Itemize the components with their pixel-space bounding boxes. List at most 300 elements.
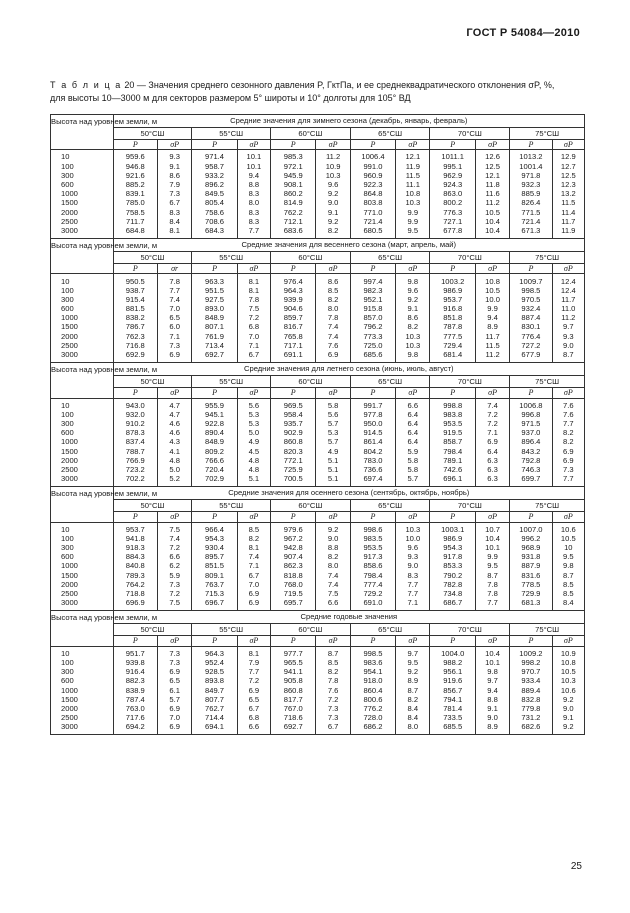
pressure-cell: 792.8 bbox=[510, 456, 552, 465]
table-row bbox=[51, 428, 585, 437]
sigma-cell: 11.2 bbox=[316, 150, 350, 162]
altitude-cell: 600 bbox=[51, 304, 114, 313]
latitude-header: 75°СШ bbox=[510, 499, 585, 512]
pressure-cell: 796.2 bbox=[350, 322, 395, 331]
pressure-cell: 820.3 bbox=[271, 446, 316, 455]
pressure-cell: 941.8 bbox=[113, 534, 157, 543]
pressure-cell: 798.4 bbox=[350, 571, 395, 580]
sigma-cell: 8.3 bbox=[237, 208, 270, 217]
latitude-header-row bbox=[51, 375, 585, 388]
sigma-cell: 5.3 bbox=[316, 428, 350, 437]
sigma-cell: 8.8 bbox=[475, 695, 509, 704]
table-row bbox=[51, 580, 585, 589]
sigma-cell: 10.6 bbox=[552, 685, 584, 694]
sigma-cell: 6.7 bbox=[237, 704, 270, 713]
pressure-cell: 998.6 bbox=[350, 522, 395, 534]
pressure-symbol: P bbox=[430, 512, 475, 522]
sigma-cell: 6.9 bbox=[237, 589, 270, 598]
sigma-cell: 7.5 bbox=[157, 598, 191, 611]
sigma-cell: 8.5 bbox=[237, 522, 270, 534]
pressure-cell: 761.9 bbox=[192, 332, 237, 341]
pressure-cell: 697.4 bbox=[350, 474, 395, 487]
pressure-cell: 800.2 bbox=[430, 198, 475, 207]
sigma-cell: 5.1 bbox=[316, 456, 350, 465]
sigma-cell: 8.0 bbox=[316, 304, 350, 313]
sigma-cell: 8.7 bbox=[316, 646, 350, 658]
sigma-cell: 9.1 bbox=[475, 704, 509, 713]
sigma-cell: 5.7 bbox=[396, 474, 430, 487]
pressure-cell: 963.3 bbox=[192, 274, 237, 286]
pressure-cell: 766.9 bbox=[113, 456, 157, 465]
sigma-cell: 10.3 bbox=[396, 198, 430, 207]
pressure-symbol: P bbox=[510, 264, 552, 274]
sigma-cell: 8.4 bbox=[396, 704, 430, 713]
pressure-cell: 1003.1 bbox=[430, 522, 475, 534]
pressure-cell: 782.8 bbox=[430, 580, 475, 589]
pressure-cell: 763.0 bbox=[113, 704, 157, 713]
pressure-cell: 954.3 bbox=[430, 543, 475, 552]
sigma-cell: 9.9 bbox=[396, 217, 430, 226]
sigma-cell: 9.0 bbox=[316, 198, 350, 207]
sigma-cell: 10.9 bbox=[316, 162, 350, 171]
pressure-cell: 1009.2 bbox=[510, 646, 552, 658]
pressure-symbol: P bbox=[192, 264, 237, 274]
pressure-cell: 972.1 bbox=[271, 162, 316, 171]
sigma-symbol: σP bbox=[552, 388, 584, 398]
table-row bbox=[51, 274, 585, 286]
pressure-cell: 818.8 bbox=[271, 571, 316, 580]
sigma-cell: 7.1 bbox=[396, 598, 430, 611]
sigma-cell: 10.6 bbox=[552, 522, 584, 534]
altitude-cell: 2000 bbox=[51, 704, 114, 713]
pressure-cell: 779.8 bbox=[510, 704, 552, 713]
altitude-header: Высота над уровнем земли, м bbox=[51, 487, 114, 522]
pressure-symbol: P bbox=[430, 264, 475, 274]
table-row bbox=[51, 456, 585, 465]
section-header-row bbox=[51, 487, 585, 500]
sigma-symbol: σP bbox=[157, 388, 191, 398]
sigma-symbol: σP bbox=[157, 140, 191, 150]
pressure-cell: 719.5 bbox=[271, 589, 316, 598]
pressure-cell: 960.9 bbox=[350, 171, 395, 180]
sigma-symbol: σP bbox=[475, 264, 509, 274]
sigma-cell: 5.3 bbox=[237, 410, 270, 419]
pressure-cell: 762.3 bbox=[113, 332, 157, 341]
pressure-symbol: P bbox=[510, 512, 552, 522]
sigma-cell: 5.0 bbox=[157, 465, 191, 474]
sigma-cell: 7.0 bbox=[237, 332, 270, 341]
latitude-header: 65°СШ bbox=[350, 375, 430, 388]
sigma-cell: 5.6 bbox=[316, 410, 350, 419]
pressure-cell: 919.6 bbox=[430, 676, 475, 685]
pressure-cell: 995.1 bbox=[430, 162, 475, 171]
table-row bbox=[51, 522, 585, 534]
pressure-cell: 716.8 bbox=[113, 341, 157, 350]
sigma-cell: 7.0 bbox=[157, 304, 191, 313]
symbol-header-row bbox=[51, 264, 585, 274]
latitude-header: 65°СШ bbox=[350, 251, 430, 264]
pressure-cell: 996.2 bbox=[510, 534, 552, 543]
sigma-cell: 7.9 bbox=[157, 180, 191, 189]
sigma-cell: 10.8 bbox=[475, 274, 509, 286]
sigma-cell: 7.3 bbox=[157, 658, 191, 667]
table-row bbox=[51, 667, 585, 676]
sigma-symbol: σP bbox=[396, 388, 430, 398]
pressure-cell: 971.5 bbox=[510, 419, 552, 428]
sigma-cell: 6.6 bbox=[316, 598, 350, 611]
sigma-cell: 7.6 bbox=[552, 398, 584, 410]
pressure-cell: 758.5 bbox=[113, 208, 157, 217]
sigma-cell: 5.9 bbox=[396, 446, 430, 455]
sigma-cell: 7.5 bbox=[237, 304, 270, 313]
pressure-cell: 858.6 bbox=[350, 561, 395, 570]
sigma-cell: 7.1 bbox=[475, 428, 509, 437]
pressure-cell: 910.2 bbox=[113, 419, 157, 428]
sigma-cell: 9.6 bbox=[316, 180, 350, 189]
pressure-cell: 717.6 bbox=[113, 713, 157, 722]
sigma-symbol: σP bbox=[157, 636, 191, 646]
sigma-cell: 8.2 bbox=[552, 428, 584, 437]
pressure-cell: 794.1 bbox=[430, 695, 475, 704]
latitude-header: 50°СШ bbox=[113, 623, 192, 636]
pressure-cell: 789.3 bbox=[113, 571, 157, 580]
sigma-cell: 6.2 bbox=[157, 561, 191, 570]
sigma-cell: 7.2 bbox=[475, 410, 509, 419]
pressure-cell: 762.7 bbox=[192, 704, 237, 713]
sigma-cell: 7.3 bbox=[316, 713, 350, 722]
altitude-cell: 10 bbox=[51, 274, 114, 286]
sigma-cell: 11.8 bbox=[475, 180, 509, 189]
sigma-cell: 11.2 bbox=[552, 313, 584, 322]
pressure-cell: 861.4 bbox=[350, 437, 395, 446]
sigma-cell: 9.0 bbox=[552, 704, 584, 713]
sigma-cell: 7.5 bbox=[316, 589, 350, 598]
sigma-cell: 8.8 bbox=[237, 180, 270, 189]
sigma-symbol: σP bbox=[316, 636, 350, 646]
sigma-cell: 8.7 bbox=[552, 571, 584, 580]
pressure-cell: 953.7 bbox=[430, 295, 475, 304]
pressure-cell: 919.5 bbox=[430, 428, 475, 437]
sigma-cell: 9.2 bbox=[552, 722, 584, 735]
latitude-header: 70°СШ bbox=[430, 127, 510, 140]
sigma-cell: 10.0 bbox=[475, 295, 509, 304]
sigma-cell: 7.8 bbox=[237, 295, 270, 304]
latitude-header: 65°СШ bbox=[350, 127, 430, 140]
sigma-cell: 7.2 bbox=[475, 419, 509, 428]
sigma-cell: 10.3 bbox=[396, 332, 430, 341]
latitude-header: 60°СШ bbox=[271, 499, 351, 512]
altitude-cell: 2500 bbox=[51, 465, 114, 474]
sigma-cell: 10.5 bbox=[552, 667, 584, 676]
pressure-symbol: P bbox=[350, 388, 395, 398]
pressure-cell: 699.7 bbox=[510, 474, 552, 487]
pressure-cell: 783.0 bbox=[350, 456, 395, 465]
pressure-symbol: P bbox=[350, 636, 395, 646]
altitude-cell: 10 bbox=[51, 150, 114, 162]
section-title: Средние значения для осеннего сезона (сентябрь, октябрь, ноябрь) bbox=[113, 487, 584, 500]
altitude-cell: 3000 bbox=[51, 598, 114, 611]
pressure-cell: 932.4 bbox=[510, 304, 552, 313]
pressure-cell: 684.8 bbox=[113, 226, 157, 239]
sigma-cell: 8.3 bbox=[237, 217, 270, 226]
altitude-cell: 1000 bbox=[51, 189, 114, 198]
sigma-cell: 12.4 bbox=[552, 274, 584, 286]
sigma-symbol: σP bbox=[237, 140, 270, 150]
altitude-cell: 1500 bbox=[51, 322, 114, 331]
sigma-cell: 10.1 bbox=[475, 658, 509, 667]
sigma-cell: 5.6 bbox=[237, 398, 270, 410]
altitude-cell: 300 bbox=[51, 171, 114, 180]
sigma-cell: 10.1 bbox=[237, 150, 270, 162]
sigma-cell: 10.5 bbox=[475, 208, 509, 217]
table-row bbox=[51, 561, 585, 570]
sigma-cell: 8.5 bbox=[552, 589, 584, 598]
pressure-cell: 686.2 bbox=[350, 722, 395, 735]
pressure-cell: 959.6 bbox=[113, 150, 157, 162]
section-title: Средние годовые значения bbox=[113, 611, 584, 624]
sigma-symbol: σr bbox=[157, 264, 191, 274]
pressure-cell: 998.5 bbox=[350, 646, 395, 658]
sigma-cell: 4.8 bbox=[237, 456, 270, 465]
sigma-cell: 7.7 bbox=[552, 419, 584, 428]
pressure-cell: 954.1 bbox=[350, 667, 395, 676]
sigma-cell: 8.1 bbox=[157, 226, 191, 239]
pressure-cell: 713.4 bbox=[192, 341, 237, 350]
altitude-header: Высота над уровнем земли, м bbox=[51, 239, 114, 274]
pressure-cell: 727.2 bbox=[510, 341, 552, 350]
sigma-cell: 10.8 bbox=[552, 658, 584, 667]
sigma-cell: 7.9 bbox=[237, 658, 270, 667]
table-row bbox=[51, 646, 585, 658]
pressure-cell: 927.5 bbox=[192, 295, 237, 304]
sigma-cell: 9.8 bbox=[475, 667, 509, 676]
pressure-cell: 727.1 bbox=[430, 217, 475, 226]
sigma-cell: 11.7 bbox=[552, 217, 584, 226]
pressure-cell: 976.4 bbox=[271, 274, 316, 286]
table-row bbox=[51, 543, 585, 552]
altitude-cell: 2000 bbox=[51, 456, 114, 465]
pressure-cell: 814.9 bbox=[271, 198, 316, 207]
pressure-symbol: P bbox=[350, 140, 395, 150]
pressure-cell: 677.9 bbox=[510, 350, 552, 363]
pressure-cell: 958.7 bbox=[192, 162, 237, 171]
sigma-cell: 4.3 bbox=[157, 437, 191, 446]
pressure-cell: 971.4 bbox=[192, 150, 237, 162]
sigma-cell: 9.2 bbox=[552, 695, 584, 704]
sigma-cell: 6.3 bbox=[475, 474, 509, 487]
pressure-cell: 805.4 bbox=[192, 198, 237, 207]
sigma-cell: 7.8 bbox=[316, 676, 350, 685]
sigma-cell: 8.7 bbox=[396, 685, 430, 694]
sigma-cell: 6.7 bbox=[237, 350, 270, 363]
pressure-cell: 882.3 bbox=[113, 676, 157, 685]
sigma-cell: 9.6 bbox=[396, 543, 430, 552]
altitude-cell: 100 bbox=[51, 658, 114, 667]
sigma-cell: 5.1 bbox=[316, 465, 350, 474]
pressure-cell: 1009.7 bbox=[510, 274, 552, 286]
sigma-cell: 9.0 bbox=[475, 713, 509, 722]
latitude-header: 75°СШ bbox=[510, 623, 585, 636]
sigma-cell: 6.9 bbox=[552, 456, 584, 465]
altitude-cell: 600 bbox=[51, 428, 114, 437]
table-row bbox=[51, 722, 585, 735]
sigma-cell: 8.6 bbox=[396, 313, 430, 322]
pressure-cell: 838.9 bbox=[113, 685, 157, 694]
sigma-cell: 7.3 bbox=[157, 646, 191, 658]
pressure-symbol: P bbox=[510, 388, 552, 398]
sigma-cell: 8.2 bbox=[552, 437, 584, 446]
sigma-cell: 9.3 bbox=[396, 552, 430, 561]
table-row bbox=[51, 474, 585, 487]
pressure-cell: 694.2 bbox=[113, 722, 157, 735]
sigma-cell: 8.7 bbox=[475, 571, 509, 580]
pressure-cell: 718.6 bbox=[271, 713, 316, 722]
pressure-cell: 718.8 bbox=[113, 589, 157, 598]
pressure-cell: 762.2 bbox=[271, 208, 316, 217]
latitude-header: 55°СШ bbox=[192, 499, 271, 512]
table-row bbox=[51, 658, 585, 667]
sigma-cell: 7.4 bbox=[316, 332, 350, 341]
pressure-cell: 881.5 bbox=[113, 304, 157, 313]
pressure-cell: 838.2 bbox=[113, 313, 157, 322]
pressure-cell: 695.7 bbox=[271, 598, 316, 611]
sigma-cell: 8.1 bbox=[237, 274, 270, 286]
sigma-cell: 4.9 bbox=[316, 446, 350, 455]
pressure-cell: 798.4 bbox=[430, 446, 475, 455]
sigma-cell: 10.4 bbox=[475, 217, 509, 226]
sigma-cell: 10.5 bbox=[552, 534, 584, 543]
pressure-cell: 1013.2 bbox=[510, 150, 552, 162]
table-row bbox=[51, 571, 585, 580]
sigma-cell: 6.1 bbox=[157, 685, 191, 694]
symbol-header-row bbox=[51, 512, 585, 522]
pressure-cell: 807.1 bbox=[192, 322, 237, 331]
pressure-cell: 771.0 bbox=[350, 208, 395, 217]
page-number: 25 bbox=[570, 861, 582, 872]
sigma-cell: 7.7 bbox=[237, 667, 270, 676]
pressure-symbol: P bbox=[192, 512, 237, 522]
sigma-cell: 9.8 bbox=[396, 274, 430, 286]
pressure-symbol: P bbox=[510, 140, 552, 150]
table-row bbox=[51, 322, 585, 331]
sigma-cell: 7.1 bbox=[157, 332, 191, 341]
pressure-cell: 736.6 bbox=[350, 465, 395, 474]
sigma-symbol: σP bbox=[396, 636, 430, 646]
pressure-cell: 878.3 bbox=[113, 428, 157, 437]
pressure-cell: 858.7 bbox=[430, 437, 475, 446]
pressure-cell: 917.8 bbox=[430, 552, 475, 561]
sigma-cell: 9.9 bbox=[475, 552, 509, 561]
pressure-cell: 939.9 bbox=[271, 295, 316, 304]
sigma-cell: 11.4 bbox=[552, 208, 584, 217]
pressure-cell: 692.7 bbox=[271, 722, 316, 735]
pressure-cell: 712.1 bbox=[271, 217, 316, 226]
table-row bbox=[51, 598, 585, 611]
sigma-cell: 12.1 bbox=[475, 171, 509, 180]
pressure-cell: 768.0 bbox=[271, 580, 316, 589]
sigma-cell: 9.1 bbox=[552, 713, 584, 722]
pressure-cell: 776.2 bbox=[350, 704, 395, 713]
pressure-cell: 721.4 bbox=[350, 217, 395, 226]
pressure-cell: 671.3 bbox=[510, 226, 552, 239]
latitude-header: 60°СШ bbox=[271, 375, 351, 388]
pressure-cell: 941.1 bbox=[271, 667, 316, 676]
pressure-cell: 928.5 bbox=[192, 667, 237, 676]
pressure-cell: 682.6 bbox=[510, 722, 552, 735]
table-row bbox=[51, 446, 585, 455]
sigma-cell: 10.7 bbox=[475, 522, 509, 534]
pressure-cell: 915.8 bbox=[350, 304, 395, 313]
pressure-cell: 677.8 bbox=[430, 226, 475, 239]
sigma-cell: 10.0 bbox=[396, 534, 430, 543]
latitude-header: 65°СШ bbox=[350, 499, 430, 512]
pressure-cell: 777.4 bbox=[350, 580, 395, 589]
altitude-cell: 1000 bbox=[51, 685, 114, 694]
pressure-cell: 931.8 bbox=[510, 552, 552, 561]
sigma-cell: 7.4 bbox=[157, 534, 191, 543]
sigma-cell: 8.9 bbox=[396, 676, 430, 685]
sigma-cell: 12.4 bbox=[552, 286, 584, 295]
pressure-cell: 884.3 bbox=[113, 552, 157, 561]
pressure-cell: 938.7 bbox=[113, 286, 157, 295]
sigma-cell: 8.2 bbox=[316, 226, 350, 239]
pressure-cell: 839.1 bbox=[113, 189, 157, 198]
sigma-cell: 4.5 bbox=[237, 446, 270, 455]
table-row bbox=[51, 189, 585, 198]
sigma-cell: 8.0 bbox=[396, 722, 430, 735]
table-row bbox=[51, 685, 585, 694]
altitude-cell: 600 bbox=[51, 552, 114, 561]
pressure-cell: 683.6 bbox=[271, 226, 316, 239]
pressure-cell: 777.5 bbox=[430, 332, 475, 341]
sigma-cell: 8.3 bbox=[237, 189, 270, 198]
sigma-cell: 6.9 bbox=[475, 437, 509, 446]
pressure-symbol: P bbox=[192, 140, 237, 150]
pressure-cell: 956.1 bbox=[430, 667, 475, 676]
sigma-cell: 7.4 bbox=[316, 571, 350, 580]
pressure-cell: 917.3 bbox=[350, 552, 395, 561]
pressure-cell: 721.4 bbox=[510, 217, 552, 226]
sigma-cell: 8.5 bbox=[316, 658, 350, 667]
pressure-cell: 856.7 bbox=[430, 685, 475, 694]
altitude-cell: 3000 bbox=[51, 226, 114, 239]
altitude-cell: 3000 bbox=[51, 474, 114, 487]
sigma-cell: 6.7 bbox=[237, 571, 270, 580]
table-row bbox=[51, 341, 585, 350]
pressure-cell: 933.4 bbox=[510, 676, 552, 685]
sigma-cell: 7.7 bbox=[237, 226, 270, 239]
pressure-cell: 958.4 bbox=[271, 410, 316, 419]
sigma-cell: 11.5 bbox=[475, 341, 509, 350]
pressure-cell: 776.4 bbox=[510, 332, 552, 341]
caption-line1: 20 — Значения среднего сезонного давления P, ГктПа, и ее среднеквадратического отклонения σP, %, bbox=[121, 80, 555, 90]
altitude-cell: 2000 bbox=[51, 332, 114, 341]
sigma-cell: 8.9 bbox=[475, 322, 509, 331]
pressure-symbol: P bbox=[430, 388, 475, 398]
pressure-cell: 887.4 bbox=[510, 313, 552, 322]
sigma-cell: 6.4 bbox=[396, 410, 430, 419]
sigma-cell: 5.7 bbox=[157, 695, 191, 704]
altitude-cell: 10 bbox=[51, 522, 114, 534]
sigma-cell: 9.4 bbox=[475, 313, 509, 322]
pressure-symbol: P bbox=[271, 264, 316, 274]
pressure-cell: 859.7 bbox=[271, 313, 316, 322]
sigma-cell: 7.3 bbox=[316, 704, 350, 713]
sigma-cell: 6.3 bbox=[475, 456, 509, 465]
pressure-cell: 896.2 bbox=[192, 180, 237, 189]
latitude-header: 70°СШ bbox=[430, 375, 510, 388]
pressure-cell: 681.4 bbox=[430, 350, 475, 363]
